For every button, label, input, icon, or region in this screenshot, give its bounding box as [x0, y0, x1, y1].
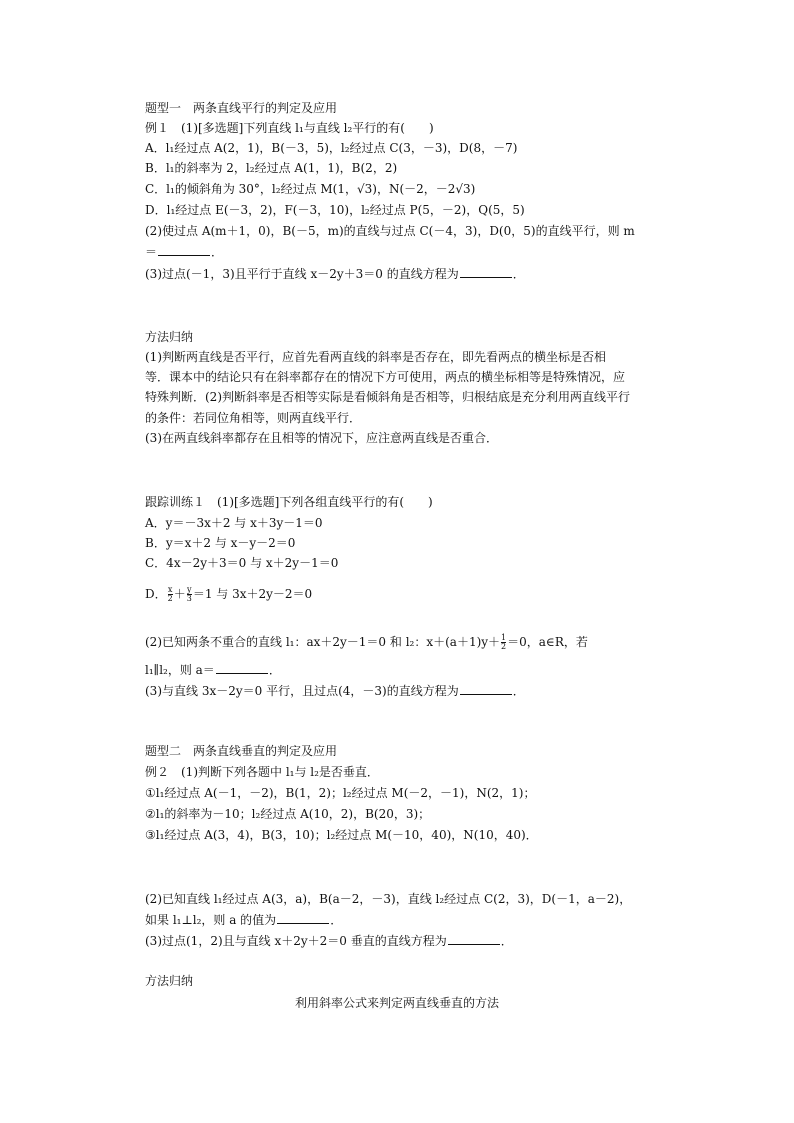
option-d: D．l₁经过点 E(－3，2)，F(－3，10)，l₂经过点 P(5，－2)，Q(5，5): [145, 203, 525, 217]
follow-option-c: C．4x－2y＋3＝0 与 x＋2y－1＝0: [145, 556, 339, 570]
follow-up-1-part-3: [145, 683, 525, 699]
equation-rest: ＝1 与 3x＋2y－2＝0: [192, 587, 313, 601]
plus-sign: ＋: [173, 587, 186, 601]
numerator: 1: [501, 633, 507, 642]
example-2-question: 例２ (1)判断下列各题中 l₁与 l₂是否垂直．: [145, 765, 379, 779]
period: ．: [500, 934, 513, 948]
fraction-x-over-2: [168, 586, 173, 603]
follow-up-1-part-2: [145, 634, 588, 651]
fraction-1-over-2: [501, 634, 506, 651]
follow-up-1-part-2-answer: [145, 662, 281, 678]
method-summary-heading-1: 方法归纳: [145, 330, 194, 344]
question-text: (3)过点(1，2)且与直线 x＋2y＋2＝0 垂直的直线方程为: [145, 934, 447, 948]
period: ．: [268, 663, 281, 677]
method-summary-line-2: 等．课本中的结论只有在斜率都存在的情况下方可使用，两点的横坐标相等是特殊情况，应: [145, 370, 626, 384]
answer-blank[interactable]: [158, 244, 210, 256]
denominator: 3: [186, 594, 192, 603]
numerator: y: [187, 585, 192, 594]
period: ．: [211, 245, 224, 259]
option-b: B．l₁的斜率为 2，l₂经过点 A(1，1)，B(2，2): [145, 161, 398, 175]
example-2-part-3: [145, 933, 513, 949]
period: ．: [330, 913, 343, 927]
numerator: x: [167, 585, 173, 594]
answer-blank[interactable]: [460, 266, 512, 278]
question-text: (2)已知两条不重合的直线 l₁：ax＋2y－1＝0 和 l₂：x＋(a＋1)y＋: [145, 635, 501, 649]
method-summary-line-3: 特殊判断．(2)判断斜率是否相等实际是看倾斜角是否相等，归根结底是充分利用两直线平行: [145, 390, 631, 404]
example-1-part-3: [145, 266, 525, 282]
follow-option-b: B．y＝x＋2 与 x－y－2＝0: [145, 536, 296, 550]
method-summary-line-4: 的条件：若同位角相等，则两直线平行．: [145, 411, 362, 425]
method-summary-heading-2: 方法归纳: [145, 974, 194, 988]
follow-option-a: A．y＝－3x＋2 与 x＋3y－1＝0: [145, 516, 323, 530]
example-2-item-3: ③l₁经过点 A(3，4)，B(3，10)；l₂经过点 M(－10，40)，N(10，40)．: [145, 828, 538, 842]
question-text: (3)过点(－1，3)且平行于直线 x－2y＋3＝0 的直线方程为: [145, 267, 459, 281]
answer-blank[interactable]: [460, 683, 512, 695]
example-1-part-2: (2)使过点 A(m＋1，0)，B(－5，m)的直线与过点 C(－4，3)，D(0，5)的直线平行，则 m: [145, 224, 635, 238]
question-text: l₁∥l₂，则 a＝: [145, 663, 215, 677]
answer-blank[interactable]: [448, 933, 500, 945]
example-1-question: 例１ (1)[多选题]下列直线 l₁与直线 l₂平行的有( ): [145, 121, 434, 135]
period: ．: [512, 267, 525, 281]
example-2-item-1: ①l₁经过点 A(－1，－2)，B(1，2)；l₂经过点 M(－2，－1)，N(2，1)；: [145, 786, 536, 800]
section-title-2: 题型二 两条直线垂直的判定及应用: [145, 744, 338, 758]
fraction-y-over-3: [187, 586, 192, 603]
denominator: 2: [501, 642, 507, 651]
example-2-part-2: (2)已知直线 l₁经过点 A(3，a)，B(a－2，－3)，直线 l₂经过点 C(2，3)，D(－1，a－2)，: [145, 892, 632, 906]
question-text: (3)与直线 3x－2y＝0 平行，且过点(4，－3)的直线方程为: [145, 684, 459, 698]
denominator: 2: [167, 594, 173, 603]
method-summary-line-5: (3)在两直线斜率都存在且相等的情况下，应注意两直线是否重合．: [145, 431, 499, 445]
period: ．: [512, 684, 525, 698]
equals-sign: ＝: [145, 245, 158, 259]
follow-up-1-question: 跟踪训练１ (1)[多选题]下列各组直线平行的有( ): [145, 495, 433, 509]
method-summary-line-1: (1)判断两直线是否平行，应首先看两直线的斜率是否存在，即先看两点的横坐标是否相: [145, 350, 607, 364]
answer-blank[interactable]: [277, 912, 329, 924]
method-summary-subtitle: 利用斜率公式来判定两直线垂直的方法: [294, 996, 499, 1010]
example-2-item-2: ②l₁的斜率为－10；l₂经过点 A(10，2)，B(20，3)；: [145, 807, 431, 821]
option-label: D．: [145, 587, 167, 601]
answer-blank[interactable]: [216, 662, 268, 674]
section-title-1: 题型一 两条直线平行的判定及应用: [145, 101, 338, 115]
example-1-part-2-answer: [145, 244, 223, 260]
example-2-part-2-answer: [145, 912, 342, 928]
option-a: A．l₁经过点 A(2，1)，B(－3，5)，l₂经过点 C(3，－3)，D(8，－7): [145, 141, 518, 155]
option-c: C．l₁的倾斜角为 30°，l₂经过点 M(1，√3)，N(－2，－2√3): [145, 182, 476, 196]
question-text: 如果 l₁⊥l₂，则 a 的值为: [145, 913, 277, 927]
question-text-rest: ＝0，a∈R，若: [507, 635, 588, 649]
follow-option-d: [145, 586, 312, 603]
